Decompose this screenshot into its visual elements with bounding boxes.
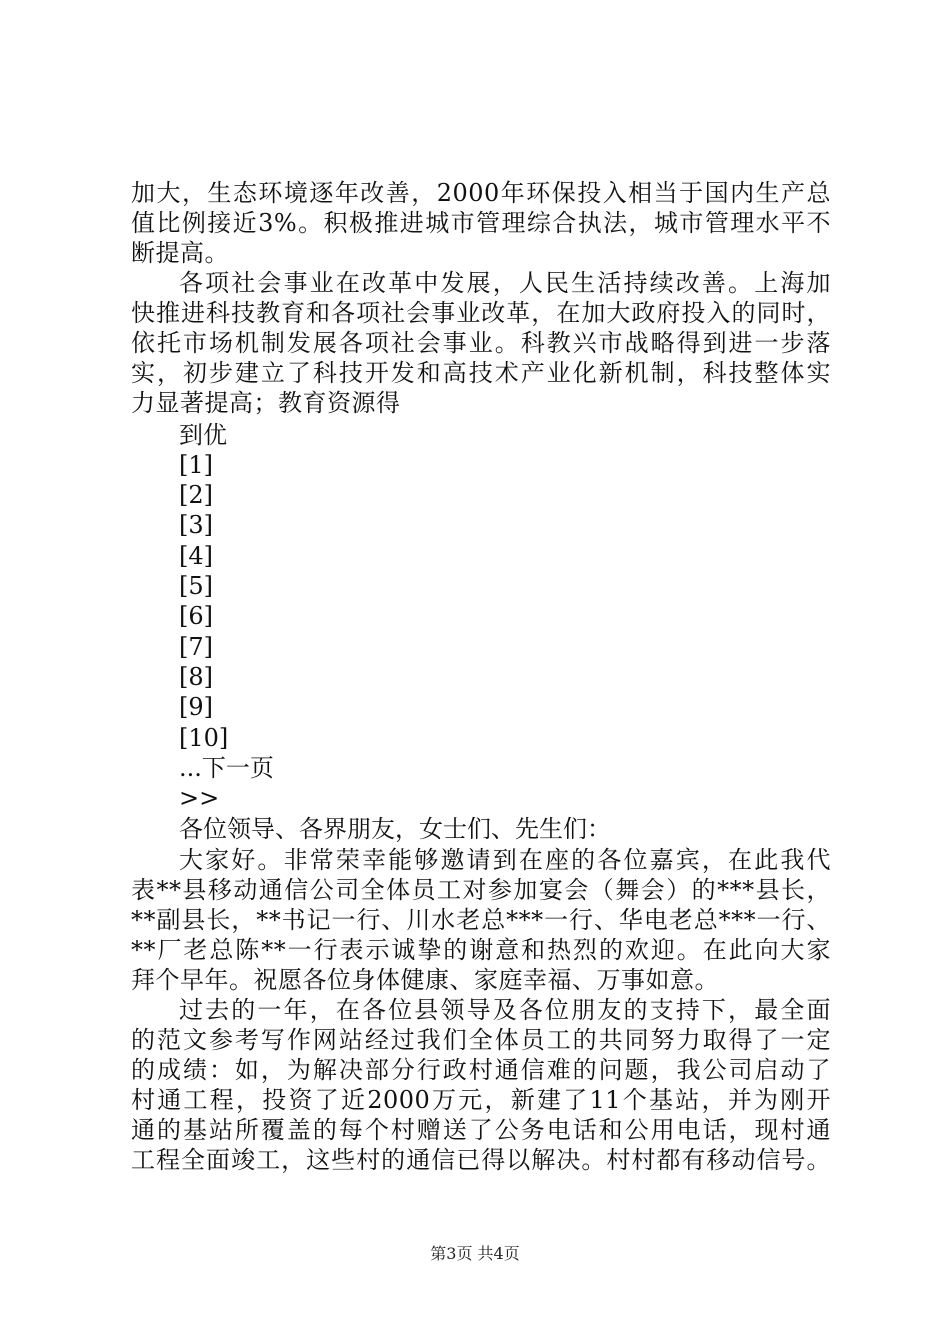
text-fragment: 到优: [179, 421, 227, 449]
page-link-1[interactable]: [1]: [179, 451, 213, 479]
page-link-4[interactable]: [4]: [179, 542, 213, 570]
page-link-10[interactable]: [10]: [179, 724, 229, 752]
paragraph-line: 表**县移动通信公司全体员工对参加宴会（舞会）的***县长，: [131, 876, 831, 904]
page-link-5[interactable]: [5]: [179, 572, 213, 600]
paragraph-line: 依托市场机制发展各项社会事业。科教兴市战略得到进一步落: [131, 329, 831, 357]
paragraph-line: 值比例接近3%。积极推进城市管理综合执法，城市管理水平不: [131, 209, 831, 237]
page-link-2[interactable]: [2]: [179, 481, 213, 509]
page-link-9[interactable]: [9]: [179, 693, 213, 721]
more-link[interactable]: >>: [179, 784, 220, 812]
paragraph-line: 大家好。非常荣幸能够邀请到在座的各位嘉宾，在此我代: [179, 846, 831, 874]
next-page-link[interactable]: ...下一页: [179, 754, 274, 782]
paragraph-line: 的范文参考写作网站经过我们全体员工的共同努力取得了一定: [131, 1026, 831, 1054]
paragraph-line: **副县长，**书记一行、川水老总***一行、华电老总***一行、: [131, 906, 831, 934]
paragraph-line: 断提高。: [131, 239, 229, 267]
paragraph-line: 的成绩：如，为解决部分行政村通信难的问题，我公司启动了: [131, 1056, 831, 1084]
page-link-8[interactable]: [8]: [179, 663, 213, 691]
paragraph-line: 工程全面竣工，这些村的通信已得以解决。村村都有移动信号。: [131, 1146, 831, 1174]
paragraph-line: 各项社会事业在改革中发展，人民生活持续改善。上海加: [179, 269, 831, 297]
page-link-7[interactable]: [7]: [179, 633, 213, 661]
paragraph-line: 拜个早年。祝愿各位身体健康、家庭幸福、万事如意。: [131, 966, 719, 994]
page-footer: 第3页 共4页: [430, 1244, 520, 1263]
paragraph-line: 实，初步建立了科技开发和高技术产业化新机制，科技整体实: [131, 359, 831, 387]
page-link-6[interactable]: [6]: [179, 602, 213, 630]
paragraph-line: 快推进科技教育和各项社会事业改革，在加大政府投入的同时，: [131, 299, 831, 327]
paragraph-line: 加大，生态环境逐年改善，2000年环保投入相当于国内生产总: [131, 179, 831, 207]
greeting: 各位领导、各界朋友，女士们、先生们：: [179, 815, 611, 843]
paragraph-line: 过去的一年，在各位县领导及各位朋友的支持下，最全面: [179, 996, 831, 1024]
page-link-3[interactable]: [3]: [179, 511, 213, 539]
paragraph-line: **厂老总陈**一行表示诚挚的谢意和热烈的欢迎。在此向大家: [131, 936, 831, 964]
paragraph-line: 通的基站所覆盖的每个村赠送了公务电话和公用电话，现村通: [131, 1116, 831, 1144]
paragraph-line: 力显著提高；教育资源得: [131, 389, 401, 417]
paragraph-line: 村通工程，投资了近2000万元，新建了11个基站，并为刚开: [131, 1086, 831, 1114]
